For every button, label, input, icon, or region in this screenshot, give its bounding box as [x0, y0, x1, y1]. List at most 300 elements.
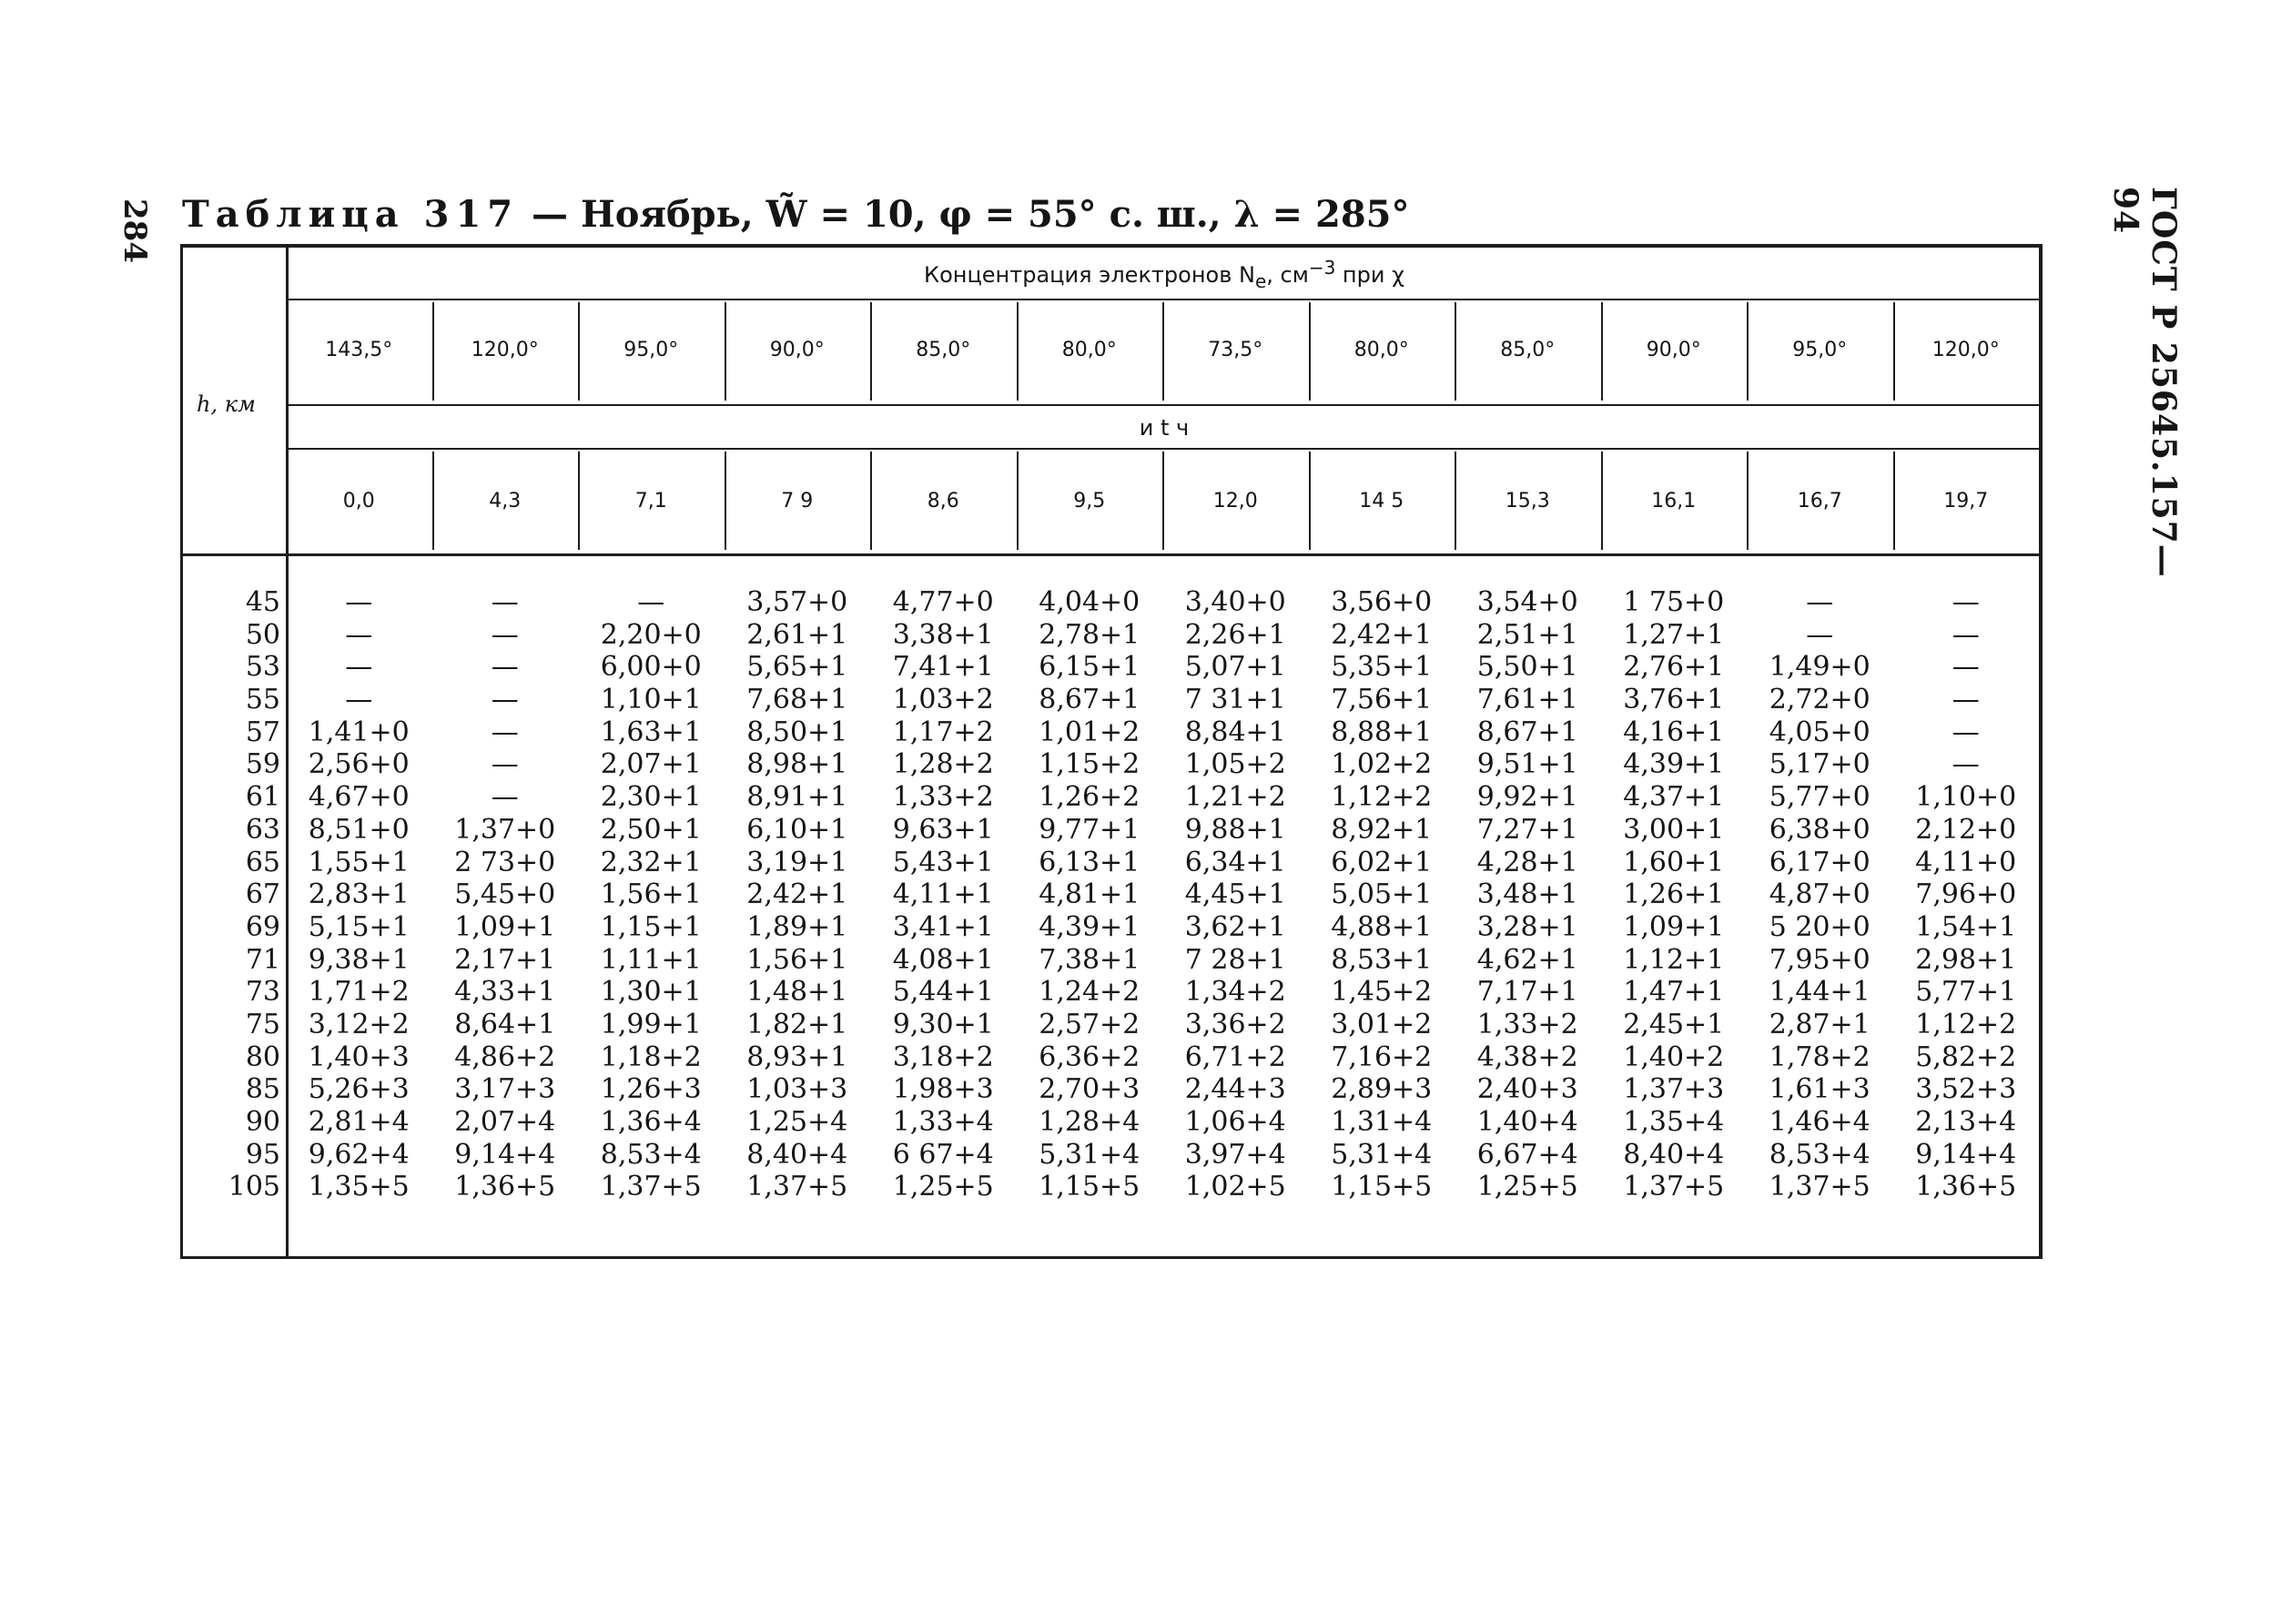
table-cell: 1,01+2 — [1039, 716, 1140, 748]
table-right-rule — [2039, 244, 2043, 1258]
table-cell: 1,11+1 — [600, 943, 702, 976]
table-cell: 1,35+4 — [1623, 1106, 1725, 1138]
chi-value: 90,0° — [1646, 339, 1701, 361]
table-cell: 8,91+1 — [746, 781, 848, 814]
table-cell: 8,53+1 — [1331, 943, 1433, 976]
t-value: 0,0 — [342, 490, 375, 513]
table-cell: 2,30+1 — [600, 781, 702, 814]
header-time: и t ч — [1139, 415, 1190, 441]
table-cell: 3,19+1 — [746, 846, 848, 878]
table-cell: 2,81+4 — [308, 1106, 410, 1138]
table-cell: 6,17+0 — [1769, 846, 1870, 878]
chi-col-divider — [1893, 302, 1895, 401]
table-cell: 2 73+0 — [454, 846, 556, 878]
table-cell: 1,15+2 — [1039, 748, 1140, 781]
table-cell: 1,56+1 — [746, 943, 848, 976]
table-cell: 4,86+2 — [454, 1040, 556, 1073]
h-value: 85 — [245, 1073, 280, 1106]
table-cell: 8,67+1 — [1039, 684, 1140, 716]
h-value: 59 — [245, 748, 280, 781]
table-cell: 1,06+4 — [1184, 1106, 1286, 1138]
t-value: 16,1 — [1651, 490, 1697, 513]
table-cell: 1,12+2 — [1915, 1008, 2017, 1040]
table-cell: 3,40+0 — [1184, 586, 1286, 618]
table-cell: 1,09+1 — [1623, 910, 1725, 943]
table-cell: 4,88+1 — [1331, 910, 1433, 943]
table-cell: 2,98+1 — [1915, 943, 2017, 976]
table-cell: 1,71+2 — [308, 976, 410, 1009]
table-cell: 7 31+1 — [1184, 684, 1286, 716]
chi-col-divider — [578, 302, 580, 401]
table-cell: 8,93+1 — [746, 1040, 848, 1073]
table-cell: 3,62+1 — [1184, 910, 1286, 943]
table-cell: 1,26+3 — [600, 1073, 702, 1106]
table-cell: 1,36+4 — [600, 1106, 702, 1138]
table-cell: 5,26+3 — [308, 1073, 410, 1106]
table-cell: 3,57+0 — [746, 586, 848, 618]
table-cell: 1,63+1 — [600, 716, 702, 748]
table-cell: 5,17+0 — [1769, 748, 1870, 781]
table-cell: 1,24+2 — [1039, 976, 1140, 1009]
t-value: 4,3 — [489, 490, 522, 513]
table-cell: 5,05+1 — [1331, 878, 1433, 911]
table-cell: 1,78+2 — [1769, 1040, 1870, 1073]
table-cell: 5 20+0 — [1769, 910, 1870, 943]
h-value: 75 — [245, 1008, 280, 1040]
table-cell: 4,11+1 — [892, 878, 994, 911]
table-cell: 5,50+1 — [1476, 651, 1578, 684]
h-value: 65 — [245, 846, 280, 878]
table-cell: 5,07+1 — [1184, 651, 1286, 684]
table-cell: 3,12+2 — [308, 1008, 410, 1040]
table-cell: 1,21+2 — [1184, 781, 1286, 814]
table-cell: 5,31+4 — [1039, 1138, 1140, 1171]
table-bottom-rule — [180, 1256, 2043, 1259]
h-value: 53 — [245, 651, 280, 684]
table-cell: 5,44+1 — [892, 976, 994, 1009]
table-cell: 1,37+0 — [454, 813, 556, 846]
table-cell: 2,70+3 — [1039, 1073, 1140, 1106]
table-cell: 6,02+1 — [1331, 846, 1433, 878]
table-cell: 1,18+2 — [600, 1040, 702, 1073]
table-cell: 3,17+3 — [454, 1073, 556, 1106]
table-cell: 9,38+1 — [308, 943, 410, 976]
table-cell: 1,02+5 — [1184, 1171, 1286, 1203]
table-cell: 2,12+0 — [1915, 813, 2017, 846]
table-cell: 4,62+1 — [1476, 943, 1578, 976]
t-value: 7 9 — [781, 490, 814, 513]
chi-value: 80,0° — [1353, 339, 1409, 361]
chi-col-divider — [1455, 302, 1456, 401]
table-cell: 2,07+1 — [600, 748, 702, 781]
table-cell: — — [1952, 684, 1980, 716]
table-cell: 1,40+3 — [308, 1040, 410, 1073]
table-cell: 1,61+3 — [1769, 1073, 1870, 1106]
table-cell: 8,53+4 — [600, 1138, 702, 1171]
table-cell: 1,46+4 — [1769, 1106, 1870, 1138]
table-cell: 1,98+3 — [892, 1073, 994, 1106]
table-cell: 3,97+4 — [1184, 1138, 1286, 1171]
table-cell: 3,54+0 — [1476, 586, 1578, 618]
table-cell: 4,33+1 — [454, 976, 556, 1009]
table-cell: 2,40+3 — [1476, 1073, 1578, 1106]
table-cell: 1,34+2 — [1184, 976, 1286, 1009]
table-cell: 1,10+1 — [600, 684, 702, 716]
chi-value: 85,0° — [1500, 339, 1556, 361]
t-col-divider — [870, 452, 872, 550]
table-cell: 9,14+4 — [1915, 1138, 2017, 1171]
table-cell: 4,08+1 — [892, 943, 994, 976]
table-cell: 2,78+1 — [1039, 618, 1140, 651]
table-cell: 3,41+1 — [892, 910, 994, 943]
table-cell: 7,27+1 — [1476, 813, 1578, 846]
table-cell: 1,35+5 — [308, 1171, 410, 1203]
table-cell: 1,27+1 — [1623, 618, 1725, 651]
t-col-divider — [1017, 452, 1019, 550]
t-value: 7,1 — [634, 490, 667, 513]
table-cell: 2,07+4 — [454, 1106, 556, 1138]
table-cell: 3,52+3 — [1915, 1073, 2017, 1106]
data-column — [1309, 586, 1455, 1203]
table-cell: 6,10+1 — [746, 813, 848, 846]
table-cell: 1,89+1 — [746, 910, 848, 943]
table-cell: 6,36+2 — [1039, 1040, 1140, 1073]
table-cell: 4,37+1 — [1623, 781, 1725, 814]
table-cell: 4,05+0 — [1769, 716, 1870, 748]
t-col-divider — [578, 452, 580, 550]
t-col-divider — [1455, 452, 1456, 550]
table-cell: — — [491, 651, 519, 684]
table-cell: 1,40+4 — [1476, 1106, 1578, 1138]
data-column — [432, 586, 579, 1203]
table-cell: 6,15+1 — [1039, 651, 1140, 684]
table-cell: 8,51+0 — [308, 813, 410, 846]
data-column — [1017, 586, 1163, 1203]
table-cell: 5,43+1 — [892, 846, 994, 878]
table-cell: 7,17+1 — [1476, 976, 1578, 1009]
table-cell: 1,03+3 — [746, 1073, 848, 1106]
h-value: 105 — [228, 1171, 280, 1203]
chi-value: 80,0° — [1061, 339, 1117, 361]
table-top-rule — [180, 244, 2043, 248]
table-cell: 4,38+2 — [1476, 1040, 1578, 1073]
h-value: 69 — [245, 910, 280, 943]
table-cell: 1,82+1 — [746, 1008, 848, 1040]
table-cell: 2,51+1 — [1476, 618, 1578, 651]
chi-value: 85,0° — [916, 339, 971, 361]
table-cell: 7 28+1 — [1184, 943, 1286, 976]
table-title-rest: — Ноябрь, W̃ = 10, φ = 55° с. ш., λ = 285° — [519, 193, 1410, 236]
table-cell: — — [1806, 618, 1834, 651]
table-cell: 1,37+3 — [1623, 1073, 1725, 1106]
table-cell: — — [491, 748, 519, 781]
table-cell: 4,45+1 — [1184, 878, 1286, 911]
chi-value: 95,0° — [623, 339, 679, 361]
table-cell: 1,37+5 — [1769, 1171, 1870, 1203]
table-cell: 2,57+2 — [1039, 1008, 1140, 1040]
t-value: 9,5 — [1073, 490, 1106, 513]
table-cell: 1,03+2 — [892, 684, 994, 716]
data-column — [1162, 586, 1309, 1203]
table-cell: 3,38+1 — [892, 618, 994, 651]
chi-value: 143,5° — [325, 339, 393, 361]
table-cell: 9,92+1 — [1476, 781, 1578, 814]
t-col-divider — [725, 452, 726, 550]
data-column — [1601, 586, 1748, 1203]
table-cell: 7,95+0 — [1769, 943, 1870, 976]
table-cell: 2,50+1 — [600, 813, 702, 846]
data-table — [180, 244, 2043, 1264]
chi-value: 90,0° — [769, 339, 825, 361]
table-cell: 2,76+1 — [1623, 651, 1725, 684]
table-cell: 6,71+2 — [1184, 1040, 1286, 1073]
table-cell: 6,67+4 — [1476, 1138, 1578, 1171]
header-rule-2 — [286, 404, 2043, 406]
table-cell: 1,37+5 — [746, 1171, 848, 1203]
table-cell: — — [1806, 586, 1834, 618]
table-cell: 5,45+0 — [454, 878, 556, 911]
table-cell: 6 67+4 — [892, 1138, 994, 1171]
table-cell: 3,00+1 — [1623, 813, 1725, 846]
table-title — [182, 193, 1409, 236]
table-cell: 2,61+1 — [746, 618, 848, 651]
table-cell: 1,40+2 — [1623, 1040, 1725, 1073]
table-cell: 1,25+4 — [746, 1106, 848, 1138]
table-cell: 8,67+1 — [1476, 716, 1578, 748]
table-cell: 7,96+0 — [1915, 878, 2017, 911]
table-cell: 5,31+4 — [1331, 1138, 1433, 1171]
table-cell: 2,20+0 — [600, 618, 702, 651]
table-cell: 5,77+0 — [1769, 781, 1870, 814]
table-cell: — — [345, 684, 373, 716]
table-cell: 7,68+1 — [746, 684, 848, 716]
h-value: 63 — [245, 813, 280, 846]
table-cell: 3,18+2 — [892, 1040, 994, 1073]
table-cell: 3,76+1 — [1623, 684, 1725, 716]
h-value: 95 — [245, 1138, 280, 1171]
table-cell: 1,99+1 — [600, 1008, 702, 1040]
table-cell: 3,56+0 — [1331, 586, 1433, 618]
t-col-divider — [1162, 452, 1164, 550]
table-cell: 3,28+1 — [1476, 910, 1578, 943]
table-cell: 1,37+5 — [1623, 1171, 1725, 1203]
table-cell: 2,17+1 — [454, 943, 556, 976]
data-column — [1747, 586, 1893, 1203]
t-col-divider — [1893, 452, 1895, 550]
chi-value: 120,0° — [471, 339, 539, 361]
chi-col-divider — [870, 302, 872, 401]
table-cell: 1,48+1 — [746, 976, 848, 1009]
table-cell: 9,63+1 — [892, 813, 994, 846]
table-cell: 5,35+1 — [1331, 651, 1433, 684]
table-cell: 2,45+1 — [1623, 1008, 1725, 1040]
table-cell: 1,17+2 — [892, 716, 994, 748]
t-col-divider — [1747, 452, 1749, 550]
data-column — [1455, 586, 1601, 1203]
table-cell: 2,89+3 — [1331, 1073, 1433, 1106]
t-value: 8,6 — [927, 490, 959, 513]
table-cell: 3,48+1 — [1476, 878, 1578, 911]
table-cell: 1,47+1 — [1623, 976, 1725, 1009]
table-cell: 2,83+1 — [308, 878, 410, 911]
table-cell: 8,40+4 — [746, 1138, 848, 1171]
table-cell: 1,02+2 — [1331, 748, 1433, 781]
t-col-divider — [1601, 452, 1603, 550]
table-cell: 5,15+1 — [308, 910, 410, 943]
table-cell: 8,88+1 — [1331, 716, 1433, 748]
table-cell: 1,25+5 — [892, 1171, 994, 1203]
table-cell: 9,51+1 — [1476, 748, 1578, 781]
table-cell: 2,13+4 — [1915, 1106, 2017, 1138]
h-value: 80 — [245, 1040, 280, 1073]
table-cell: 9,30+1 — [892, 1008, 994, 1040]
table-cell: 1,28+4 — [1039, 1106, 1140, 1138]
table-cell: 1,15+5 — [1039, 1171, 1140, 1203]
table-cell: — — [345, 586, 373, 618]
table-cell: — — [491, 781, 519, 814]
table-cell: 4,28+1 — [1476, 846, 1578, 878]
t-value: 14 5 — [1359, 490, 1404, 513]
table-cell: — — [1952, 651, 1980, 684]
table-cell: 4,16+1 — [1623, 716, 1725, 748]
table-cell: — — [345, 651, 373, 684]
table-cell: 1,12+2 — [1331, 781, 1433, 814]
table-cell: 8,53+4 — [1769, 1138, 1870, 1171]
table-cell: — — [491, 618, 519, 651]
chi-col-divider — [1017, 302, 1019, 401]
table-cell: 1,56+1 — [600, 878, 702, 911]
table-cell: 1,15+1 — [600, 910, 702, 943]
table-cell: 1,26+1 — [1623, 878, 1725, 911]
table-cell: 1,33+2 — [1476, 1008, 1578, 1040]
table-cell: 6,38+0 — [1769, 813, 1870, 846]
table-cell: 7,56+1 — [1331, 684, 1433, 716]
table-cell: 2,44+3 — [1184, 1073, 1286, 1106]
header-rule-3 — [286, 448, 2043, 450]
table-cell: 1,12+1 — [1623, 943, 1725, 976]
table-cell: 4,39+1 — [1623, 748, 1725, 781]
data-column — [1893, 586, 2040, 1203]
table-cell: — — [637, 586, 665, 618]
chi-col-divider — [1601, 302, 1603, 401]
table-cell: 1,36+5 — [454, 1171, 556, 1203]
table-cell: 6,00+0 — [600, 651, 702, 684]
table-cell: 1,60+1 — [1623, 846, 1725, 878]
table-cell: 8,50+1 — [746, 716, 848, 748]
table-cell: 7,61+1 — [1476, 684, 1578, 716]
table-cell: — — [1952, 748, 1980, 781]
t-value: 19,7 — [1943, 490, 1989, 513]
table-cell: 4,04+0 — [1039, 586, 1140, 618]
table-cell: 1,33+4 — [892, 1106, 994, 1138]
table-cell: 4,67+0 — [308, 781, 410, 814]
t-col-divider — [432, 452, 434, 550]
table-cell: 1,37+5 — [600, 1171, 702, 1203]
table-cell: — — [491, 684, 519, 716]
table-cell: 3,01+2 — [1331, 1008, 1433, 1040]
table-cell: — — [1952, 618, 1980, 651]
table-cell: 1 75+0 — [1623, 586, 1725, 618]
table-cell: 9,62+4 — [308, 1138, 410, 1171]
table-cell: 2,87+1 — [1769, 1008, 1870, 1040]
table-cell: 1,36+5 — [1915, 1171, 2017, 1203]
table-cell: 2,42+1 — [746, 878, 848, 911]
h-value: 57 — [245, 716, 280, 748]
table-cell: 1,28+2 — [892, 748, 994, 781]
header-concentration: Концентрация электронов $N_e$, $см^{-3}$ при χ — [924, 257, 1404, 292]
table-cell: 1,15+5 — [1331, 1171, 1433, 1203]
h-value: 73 — [245, 976, 280, 1009]
table-cell: — — [491, 586, 519, 618]
table-cell: 7,16+2 — [1331, 1040, 1433, 1073]
h-value: 45 — [245, 586, 280, 618]
chi-value: 120,0° — [1931, 339, 2000, 361]
table-cell: 3,36+2 — [1184, 1008, 1286, 1040]
table-cell: 1,31+4 — [1331, 1106, 1433, 1138]
table-cell: 4,81+1 — [1039, 878, 1140, 911]
h-value: 55 — [245, 684, 280, 716]
h-column-header: h, км — [197, 391, 256, 417]
chi-col-divider — [432, 302, 434, 401]
data-column — [286, 586, 432, 1203]
table-cell: — — [345, 618, 373, 651]
table-cell: 8,98+1 — [746, 748, 848, 781]
table-cell: 1,44+1 — [1769, 976, 1870, 1009]
table-cell: 5,82+2 — [1915, 1040, 2017, 1073]
chi-value: 95,0° — [1792, 339, 1848, 361]
table-cell: 1,45+2 — [1331, 976, 1433, 1009]
table-cell: 9,14+4 — [454, 1138, 556, 1171]
header-rule-1 — [286, 299, 2043, 300]
table-cell: 4,87+0 — [1769, 878, 1870, 911]
table-cell: — — [1952, 716, 1980, 748]
table-cell: 4,77+0 — [892, 586, 994, 618]
table-cell: 2,42+1 — [1331, 618, 1433, 651]
table-cell: 1,55+1 — [308, 846, 410, 878]
table-cell: 1,25+5 — [1476, 1171, 1578, 1203]
data-column — [725, 586, 871, 1203]
table-cell: 6,13+1 — [1039, 846, 1140, 878]
t-col-divider — [1309, 452, 1311, 550]
h-value: 71 — [245, 943, 280, 976]
h-column — [180, 586, 297, 1203]
t-value: 16,7 — [1797, 490, 1842, 513]
table-cell: 7,38+1 — [1039, 943, 1140, 976]
table-cell: 1,49+0 — [1769, 651, 1870, 684]
t-value: 12,0 — [1212, 490, 1258, 513]
page-number: 284 — [117, 198, 153, 263]
table-cell: 5,65+1 — [746, 651, 848, 684]
table-cell: 6,34+1 — [1184, 846, 1286, 878]
table-title-prefix: Таблица 317 — [182, 193, 520, 236]
table-cell: 1,09+1 — [454, 910, 556, 943]
table-cell: 1,30+1 — [600, 976, 702, 1009]
data-column — [870, 586, 1017, 1203]
table-cell: 2,26+1 — [1184, 618, 1286, 651]
table-cell: 8,84+1 — [1184, 716, 1286, 748]
table-cell: 1,33+2 — [892, 781, 994, 814]
table-cell: 1,26+2 — [1039, 781, 1140, 814]
data-column — [578, 586, 725, 1203]
gost-code: ГОСТ Р 25645.157—94 — [2106, 187, 2183, 578]
h-value: 90 — [245, 1106, 280, 1138]
table-cell: — — [1952, 586, 1980, 618]
table-cell: 8,40+4 — [1623, 1138, 1725, 1171]
table-cell: — — [491, 716, 519, 748]
table-cell: 4,11+0 — [1915, 846, 2017, 878]
chi-col-divider — [1162, 302, 1164, 401]
chi-value: 73,5° — [1208, 339, 1263, 361]
